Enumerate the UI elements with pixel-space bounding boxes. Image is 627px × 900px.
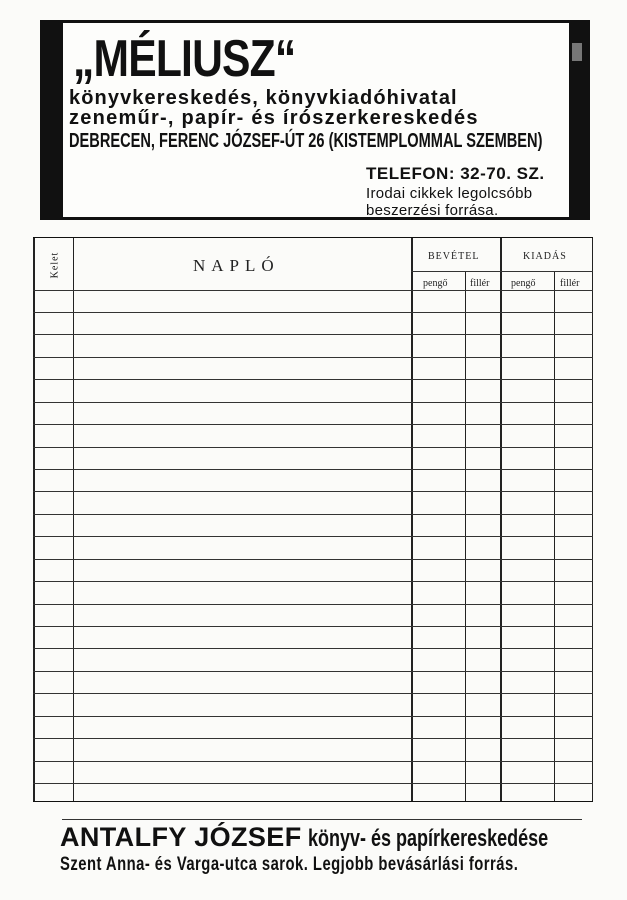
ad-line-bookshop: könyvkereskedés, könyvkiadóhivatal — [69, 87, 458, 109]
decorative-bar-right — [569, 23, 587, 217]
ad-slogan-line-1: Irodai cikkek legolcsóbb — [366, 185, 533, 202]
ledger-row-line — [33, 716, 593, 717]
column-header-kelet: Kelet — [49, 251, 61, 279]
ledger-row-line — [33, 379, 593, 380]
ledger-row-line — [33, 604, 593, 605]
decorative-bar-left — [43, 23, 63, 217]
ledger-row-line — [33, 626, 593, 627]
ledger-row-line — [33, 491, 593, 492]
ad-slogan — [366, 185, 532, 219]
ledger-row-line — [33, 312, 593, 313]
advertisement-antalfy — [60, 822, 627, 853]
ad-phone: TELEFON: 32-70. SZ. — [366, 164, 545, 183]
column-header-bevetel: BEVÉTEL — [428, 251, 480, 262]
subheader-kiadas-filler: fillér — [560, 278, 580, 289]
antalfy-address: Szent Anna- és Varga-utca sarok. Legjobb bevásárlási forrás. — [60, 854, 519, 875]
ledger-row-line — [33, 536, 593, 537]
column-header-kiadas: KIADÁS — [523, 251, 567, 262]
divider — [62, 819, 582, 820]
ledger-row-line — [33, 402, 593, 403]
brand-name: „MÉLIUSZ“ — [73, 30, 296, 88]
ledger-row-line — [33, 334, 593, 335]
column-header-naplo: NAPLÓ — [193, 256, 280, 275]
ad-line-stationery: zeneműr-, papír- és írószerkereskedés — [69, 107, 479, 129]
advertisement-meliusz — [40, 20, 590, 220]
subheader-kiadas-pengo: pengő — [511, 278, 536, 289]
ledger-row-line — [33, 738, 593, 739]
header-divider-top-right — [411, 271, 593, 272]
ledger-row-line — [33, 469, 593, 470]
header-divider — [33, 290, 593, 291]
ledger-row-line — [33, 581, 593, 582]
ledger-row-line — [33, 671, 593, 672]
ad-slogan-line-2: beszerzési forrása. — [366, 202, 499, 219]
ledger-row-line — [33, 447, 593, 448]
subheader-bevetel-pengo: pengő — [423, 278, 448, 289]
ledger-row-line — [33, 693, 593, 694]
ledger-row-line — [33, 559, 593, 560]
ledger-row-line — [33, 424, 593, 425]
antalfy-name: ANTALFY JÓZSEF — [60, 822, 302, 852]
ledger-row-line — [33, 648, 593, 649]
subheader-bevetel-filler: fillér — [470, 278, 490, 289]
ledger-row-line — [33, 357, 593, 358]
ledger-row-line — [33, 514, 593, 515]
ledger-row-line — [33, 761, 593, 762]
ledger-row-line — [33, 783, 593, 784]
ad-line-address: DEBRECEN, FERENC JÓZSEF-ÚT 26 (KISTEMPLOMMAL SZEMBEN) — [69, 130, 543, 152]
ledger-table — [33, 237, 593, 802]
antalfy-business: könyv- és papírkereskedése — [307, 825, 548, 852]
